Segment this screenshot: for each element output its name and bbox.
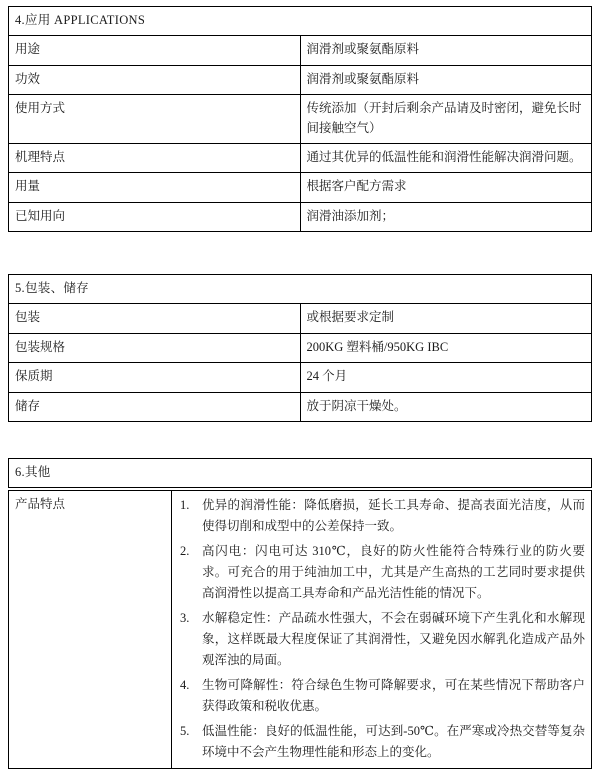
row-value: 或根据要求定制 [300,304,592,333]
row-label: 包装规格 [9,333,301,362]
table-row [9,202,592,231]
product-features-table [8,490,592,769]
row-label: 包装 [9,304,301,333]
table-row [9,333,592,362]
row-value: 润滑剂或聚氨酯原料 [300,36,592,65]
row-value: 润滑剂或聚氨酯原料 [300,65,592,94]
row-label: 机理特点 [9,143,301,172]
row-label: 用途 [9,36,301,65]
row-label: 储存 [9,392,301,421]
row-value: 通过其优异的低温性能和润滑性能解决润滑问题。 [300,143,592,172]
row-value: 放于阴凉干燥处。 [300,392,592,421]
list-item: 水解稳定性：产品疏水性强大，不会在弱碱环境下产生乳化和水解现象，这样既最大程度保证了其润滑性，又避免因水解乳化造成产品外观浑浊的局面。 [202,611,585,668]
other-heading-table [8,458,592,488]
table-row [9,65,592,94]
row-label: 用量 [9,173,301,202]
table-row [9,7,592,36]
section-gap [8,422,592,458]
table-row [9,95,592,144]
list-item: 高闪电：闪电可达 310℃，良好的防火性能符合特殊行业的防火要求。可充合的用于纯油加工中，尤其是产生高热的工艺同时要求提供高润滑性以提高工具寿命和产品光洁性能的情况下。 [202,544,585,601]
row-value: 传统添加（开封后剩余产品请及时密闭，避免长时间接触空气） [300,95,592,144]
applications-table [8,6,592,232]
packaging-storage-table [8,274,592,422]
row-value: 润滑油添加剂； [300,202,592,231]
row-label: 产品特点 [9,491,172,769]
table-row [9,36,592,65]
section-heading-applications: 4.应用 APPLICATIONS [9,7,592,36]
table-row [9,458,592,487]
row-label: 已知用向 [9,202,301,231]
list-item: 优异的润滑性能：降低磨损，延长工具寿命、提高表面光洁度，从而使得切削和成型中的公差保持一致。 [202,498,585,534]
table-row [9,392,592,421]
row-label: 功效 [9,65,301,94]
table-row [9,304,592,333]
section-heading-other: 6.其他 [9,458,592,487]
row-value: 24 个月 [300,363,592,392]
table-row [9,275,592,304]
list-item: 低温性能：良好的低温性能，可达到-50℃。在严寒或冷热交替等复杂环境中不会产生物理性能和形态上的变化。 [202,724,585,760]
table-row [9,173,592,202]
table-row [9,491,592,769]
row-label: 使用方式 [9,95,301,144]
product-features-list-cell [172,491,592,769]
list-item: 生物可降解性：符合绿色生物可降解要求，可在某些情况下帮助客户获得政策和税收优惠。 [202,678,585,714]
table-row [9,363,592,392]
row-label: 保质期 [9,363,301,392]
table-row [9,143,592,172]
section-gap [8,232,592,274]
row-value: 200KG 塑料桶/950KG IBC [300,333,592,362]
section-heading-packaging: 5.包装、储存 [9,275,592,304]
product-features-list [178,495,585,763]
row-value: 根据客户配方需求 [300,173,592,202]
